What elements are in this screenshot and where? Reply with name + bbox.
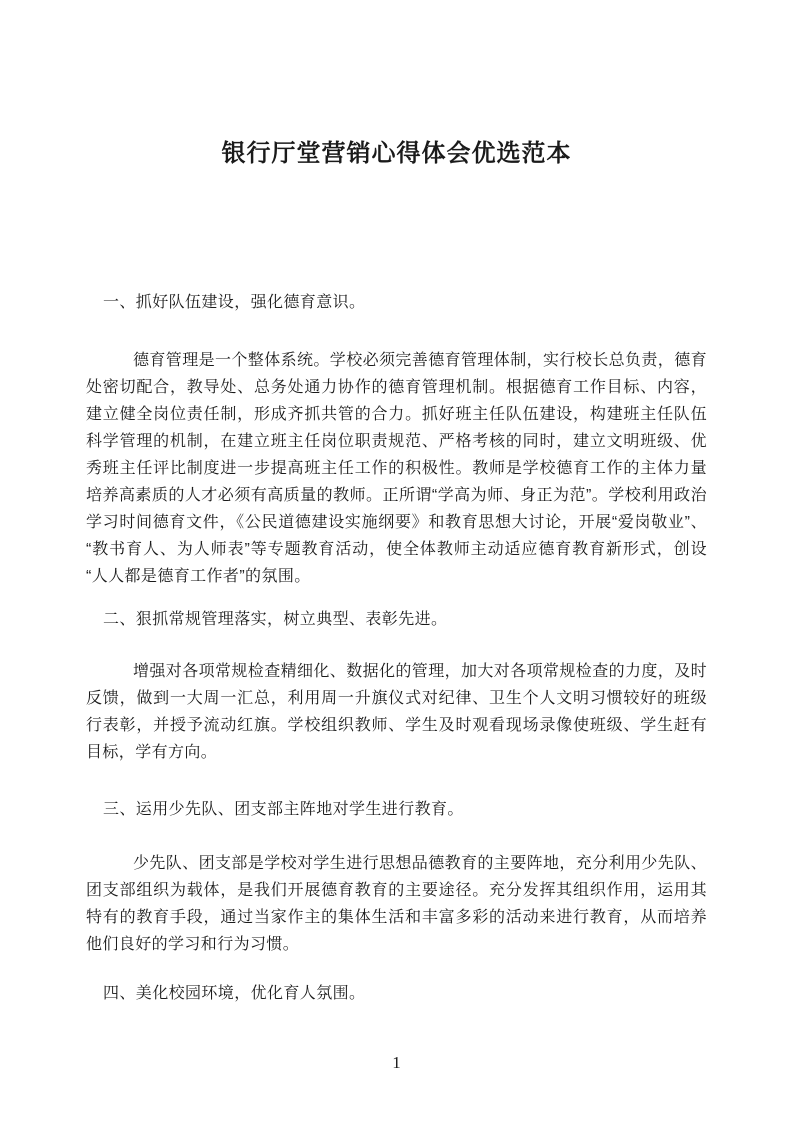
- section-2-heading: 二、狠抓常规管理落实，树立典型、表彰先进。: [103, 611, 448, 628]
- section-2-paragraph: 增强对各项常规检查精细化、数据化的管理，加大对各项常规检查的力度，及时反馈，做到一大周一汇总，利用周一升旗仪式对纪律、卫生个人文明习惯较好的班级行表彰，并授予流动红旗。学校组织教师、学生及时观看现场录像使班级、学生赶有目标，学有方向。: [86, 663, 708, 761]
- section-1-paragraph: 德育管理是一个整体系统。学校必须完善德育管理体制，实行校长总负责，德育处密切配合，教导处、总务处通力协作的德育管理机制。根据德育工作目标、内容，建立健全岗位责任制，形成齐抓共管的合力。抓好班主任队伍建设，构建班主任队伍科学管理的机制，在建立班主任岗位职责规范、严格考核的同时，建立文明班级、优秀班主任评比制度进一步提高班主任工作的积极性。教师是学校德育工作的主体力量培养高素质的人才必须有高质量的教师。正所谓“学高为师、身正为范”。学校利用政治学习时间德育文件，《公民道德建设实施纲要》和教育思想大讨论，开展“爱岗敬业”、“教书育人、为人师表”等专题教育活动，使全体教师主动适应德育教育新形式，创设“人人都是德育工作者”的氛围。: [86, 352, 708, 585]
- document-title: 银行厅堂营销心得体会优选范本: [221, 140, 572, 167]
- section-4-heading: 四、美化校园环境，优化育人氛围。: [103, 985, 366, 1002]
- section-1-heading: 一、抓好队伍建设，强化德育意识。: [103, 294, 366, 311]
- page-number: 1: [392, 1053, 401, 1072]
- document-body: [0, 139, 793, 1007]
- section-3-paragraph: 少先队、团支部是学校对学生进行思想品德教育的主要阵地，充分利用少先队、团支部组织为载体，是我们开展德育教育的主要途径。充分发挥其组织作用，运用其特有的教育手段，通过当家作主的集体生活和丰富多彩的活动来进行教育，从而培养他们良好的学习和行为习惯。: [86, 855, 708, 953]
- section-3-heading: 三、运用少先队、团支部主阵地对学生进行教育。: [103, 801, 464, 818]
